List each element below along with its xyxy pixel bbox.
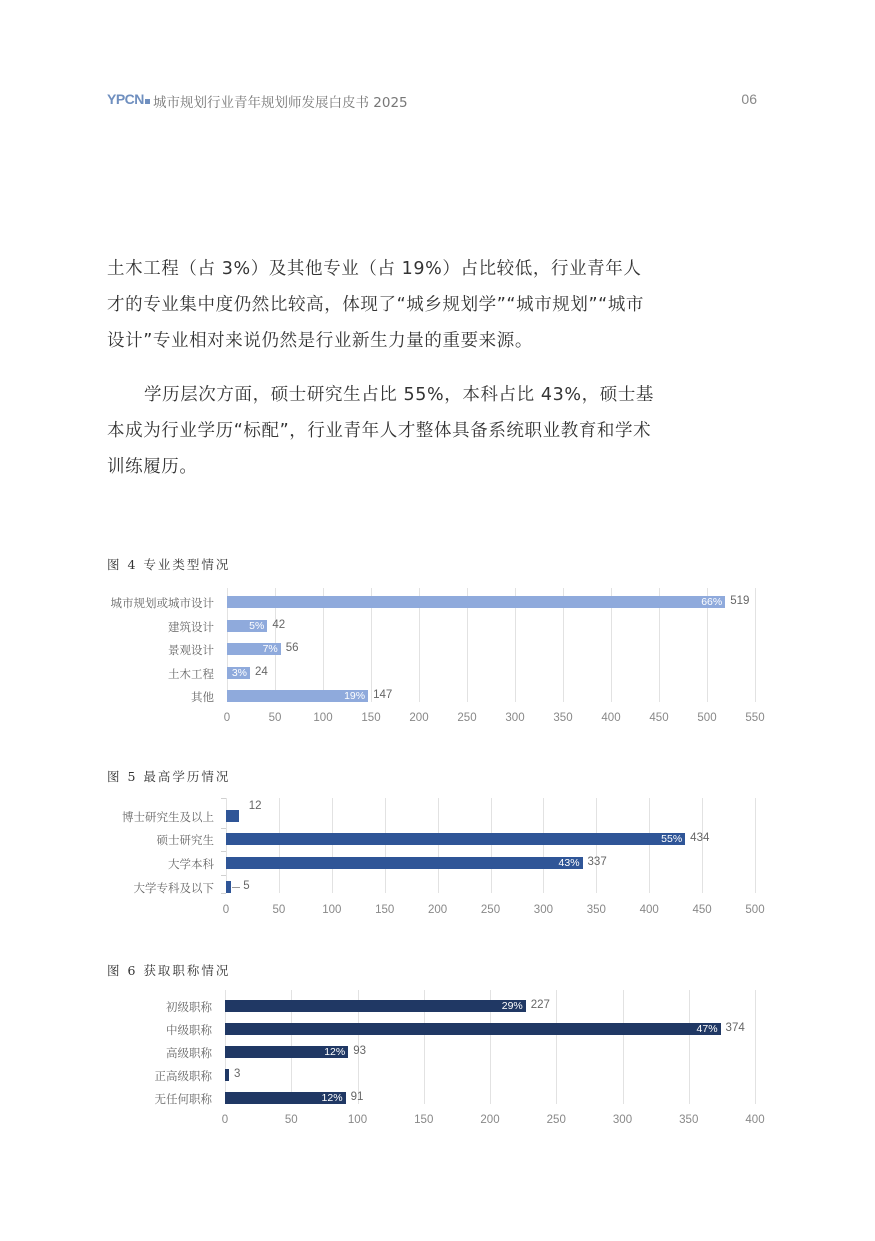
bar-value-label: 434	[690, 832, 710, 844]
x-tick-label: 250	[457, 712, 477, 724]
bar-value-label: 42	[272, 619, 286, 631]
logo-mark-icon	[145, 99, 150, 104]
category-label: 大学本科	[168, 857, 214, 871]
gridline	[755, 798, 756, 893]
y-axis-tick	[221, 875, 226, 876]
x-tick-label: 300	[505, 712, 525, 724]
leader-line	[232, 887, 240, 888]
x-tick-label: 150	[414, 1114, 434, 1126]
x-tick-label: 450	[649, 712, 669, 724]
bar-value-label: 374	[725, 1022, 745, 1034]
x-tick-label: 300	[612, 1114, 633, 1126]
bar-value-label: 12	[248, 800, 262, 812]
bar-percent-label: 47%	[696, 1023, 718, 1035]
figure-5-title: 图 5 最高学历情况	[107, 769, 231, 784]
bar	[225, 1023, 721, 1035]
category-label: 城市规划或城市设计	[110, 596, 214, 610]
x-tick-label: 100	[347, 1114, 368, 1126]
x-tick-label: 200	[428, 904, 448, 916]
bar-value-label: 227	[530, 999, 550, 1011]
category-label: 正高级职称	[154, 1069, 212, 1083]
page-header	[107, 90, 757, 110]
x-tick-label: 250	[546, 1114, 566, 1126]
bar-value-label: 56	[285, 642, 299, 654]
x-tick-label: 350	[679, 1114, 699, 1126]
x-tick-label: 350	[553, 712, 573, 724]
gridline	[279, 798, 280, 893]
x-tick-label: 350	[586, 904, 606, 916]
bar-value-label: 147	[373, 689, 393, 701]
gridline	[438, 798, 439, 893]
gridline	[702, 798, 703, 893]
gridline	[623, 990, 624, 1104]
bar	[225, 1046, 348, 1058]
bar-percent-label: 19%	[344, 690, 366, 702]
category-label: 建筑设计	[168, 620, 214, 634]
gridline	[543, 798, 544, 893]
bar	[227, 596, 725, 608]
gridline	[689, 990, 690, 1104]
x-tick-label: 50	[268, 712, 282, 724]
x-tick-label: 200	[409, 712, 429, 724]
gridline	[755, 588, 756, 702]
x-tick-label: 100	[322, 904, 342, 916]
x-tick-label: 0	[221, 1114, 229, 1126]
x-tick-label: 50	[272, 904, 286, 916]
x-tick-label: 200	[480, 1114, 500, 1126]
gridline	[491, 798, 492, 893]
bar-percent-label: 29%	[501, 1000, 523, 1012]
bar-percent-label: 66%	[701, 596, 723, 608]
bar-value-label: 91	[350, 1091, 364, 1103]
bar	[225, 1092, 346, 1104]
bar-percent-label: 43%	[558, 857, 580, 869]
category-label: 高级职称	[166, 1046, 212, 1060]
gridline	[755, 990, 756, 1104]
page-number: 06	[741, 91, 757, 107]
category-label: 土木工程	[168, 667, 214, 681]
gridline	[385, 798, 386, 893]
ypcn-logo: YPCN	[107, 91, 150, 107]
bar	[226, 810, 239, 822]
bar	[226, 833, 685, 845]
x-tick-label: 300	[533, 904, 553, 916]
category-label: 大学专科及以下	[133, 881, 214, 895]
bar-value-label: 3	[233, 1068, 241, 1080]
bar	[225, 1069, 229, 1081]
category-label: 无任何职称	[154, 1092, 212, 1106]
x-tick-label: 550	[745, 712, 765, 724]
x-tick-label: 50	[284, 1114, 298, 1126]
gridline	[332, 798, 333, 893]
x-tick-label: 100	[313, 712, 333, 724]
category-label: 景观设计	[168, 643, 214, 657]
bar-value-label: 519	[730, 595, 750, 607]
x-tick-label: 150	[375, 904, 395, 916]
bar	[227, 643, 281, 655]
x-tick-label: 400	[601, 712, 621, 724]
y-axis-tick	[221, 828, 226, 829]
category-label: 初级职称	[166, 1000, 212, 1014]
category-label: 博士研究生及以上	[122, 810, 214, 824]
paragraph-major-concentration: 土木工程（占 3%）及其他专业（占 19%）占比较低，行业青年人才的专业集中度仍然比较高，体现了“城乡规划学”“城市规划”“城市设计”专业相对来说仍然是行业新生力量的重要来源。	[107, 259, 645, 351]
bar-percent-label: 5%	[249, 620, 265, 632]
x-tick-label: 400	[639, 904, 659, 916]
bar	[226, 857, 583, 869]
y-axis-tick	[221, 893, 226, 894]
category-label: 中级职称	[166, 1023, 212, 1037]
figure-6-title: 图 6 获取职称情况	[107, 963, 231, 978]
gridline	[556, 990, 557, 1104]
y-axis-tick	[221, 798, 226, 799]
x-tick-label: 500	[745, 904, 765, 916]
x-tick-label: 0	[222, 904, 230, 916]
bar	[227, 690, 368, 702]
figure-4-title: 图 4 专业类型情况	[107, 557, 231, 572]
x-tick-label: 500	[697, 712, 717, 724]
category-label: 其他	[191, 690, 214, 704]
bar-value-label: 24	[255, 666, 268, 678]
bar-percent-label: 55%	[661, 833, 683, 845]
bar-value-label: 337	[587, 856, 607, 868]
y-axis-tick	[221, 851, 226, 852]
bar-value-label: 5	[243, 880, 250, 892]
x-tick-label: 150	[361, 712, 381, 724]
x-tick-label: 400	[745, 1114, 765, 1126]
bar	[225, 1000, 526, 1012]
category-label: 硕士研究生	[156, 833, 214, 847]
bar-value-label: 93	[353, 1045, 367, 1057]
document-title: 城市规划行业青年规划师发展白皮书 2025	[153, 95, 408, 111]
bar	[226, 881, 231, 893]
bar	[227, 620, 267, 632]
x-tick-label: 250	[480, 904, 501, 916]
bar-percent-label: 12%	[321, 1092, 343, 1104]
bar-percent-label: 7%	[262, 643, 278, 655]
x-tick-label: 450	[692, 904, 712, 916]
bar-percent-label: 3%	[231, 667, 248, 679]
gridline	[649, 798, 650, 893]
paragraph-education-level: 学历层次方面，硕士研究生占比 55%，本科占比 43%，硕士基本成为行业学历“标配”，行业青年人才整体具备系统职业教育和学术训练履历。	[107, 385, 655, 477]
gridline	[596, 798, 597, 893]
bar	[227, 667, 250, 679]
bar-percent-label: 12%	[324, 1046, 346, 1058]
x-tick-label: 0	[223, 712, 231, 724]
